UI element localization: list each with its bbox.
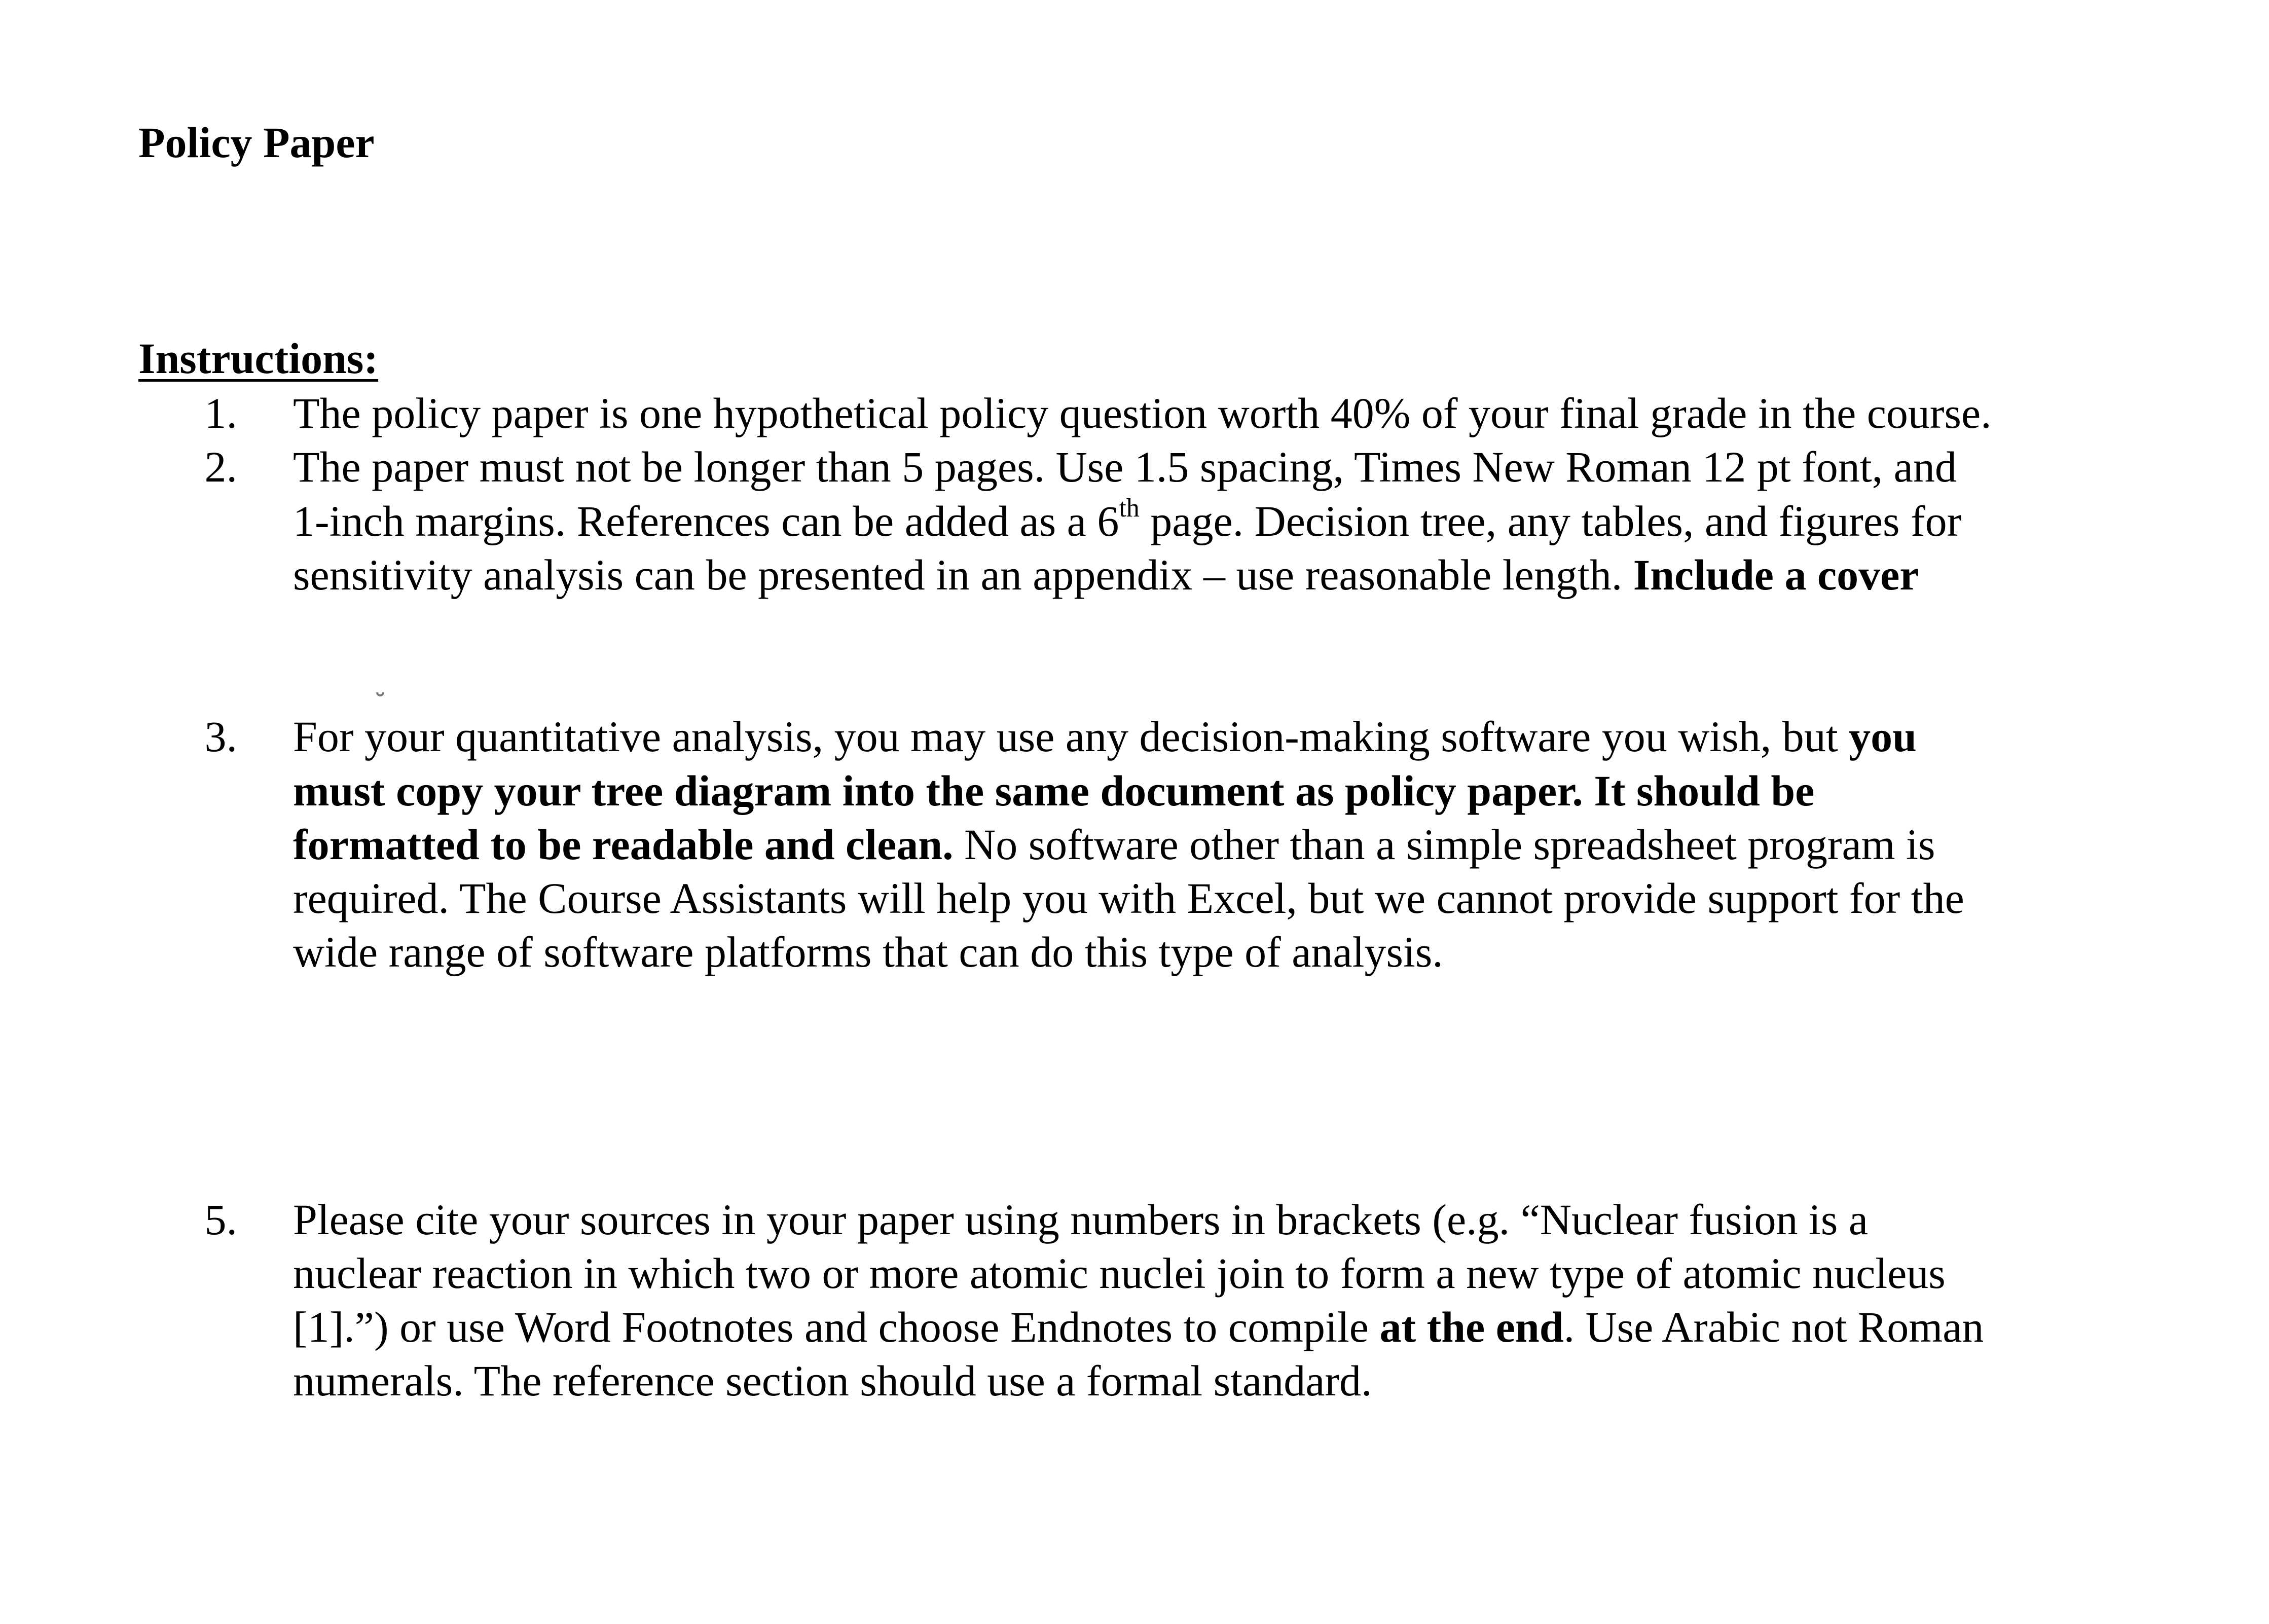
page-title: Policy Paper — [138, 118, 375, 167]
item-2-line-2 — [293, 494, 1962, 545]
list-item-number: 5. — [204, 1195, 237, 1244]
bold-text-segment: Include a cover — [1633, 550, 1919, 599]
text-segment: sensitivity analysis can be presented in an appendix – use reasonable length. — [293, 550, 1633, 599]
list-item-number: 2. — [204, 442, 237, 491]
text-segment: No software other than a simple spreadsheet program is — [953, 820, 1935, 869]
text-segment: nuclear reaction in which two or more atomic nuclei join to form a new type of atomic nucleus — [293, 1249, 1946, 1298]
list-item-number: 1. — [204, 389, 237, 437]
item-5-line-2 — [293, 1249, 1946, 1298]
text-segment: wide range of software platforms that can do this type of analysis. — [293, 928, 1443, 976]
superscript-text: th — [1119, 494, 1140, 523]
item-1-line-1 — [293, 391, 1992, 435]
bold-text-segment: formatted to be readable and clean. — [293, 820, 954, 869]
item-3-line-4 — [293, 876, 1964, 920]
text-segment: numerals. The reference section should use a formal standard. — [293, 1356, 1372, 1405]
instructions-heading: Instructions: — [138, 334, 379, 383]
text-segment: For your quantitative analysis, you may use any decision-making software you wish, but — [293, 712, 1849, 761]
clipped-text-fragment — [375, 692, 386, 702]
item-3-line-5 — [293, 930, 1443, 974]
text-segment: [1].”) or use Word Footnotes and choose Endnotes to compile — [293, 1303, 1380, 1351]
item-3-line-2 — [293, 766, 1815, 815]
item-3-line-1 — [293, 712, 1917, 761]
bold-text-segment: you — [1849, 712, 1917, 761]
bold-text-segment: at the end — [1379, 1303, 1564, 1351]
item-5-line-4 — [293, 1356, 1372, 1405]
text-segment: The paper must not be longer than 5 pages. Use 1.5 spacing, Times New Roman 12 pt font, and — [293, 442, 1957, 491]
list-item-number: 3. — [204, 712, 237, 761]
item-2-line-3 — [293, 550, 1919, 599]
text-segment: page. Decision tree, any tables, and figures for — [1139, 497, 1962, 545]
text-segment: The policy paper is one hypothetical policy question worth 40% of your final grade in the course. — [293, 389, 1992, 437]
bold-text-segment: must copy your tree diagram into the same document as policy paper. It should be — [293, 766, 1815, 815]
item-3-line-3 — [293, 820, 1935, 869]
item-2-line-1 — [293, 442, 1957, 491]
text-segment: . Use Arabic not Roman — [1563, 1303, 1984, 1351]
text-segment: required. The Course Assistants will help you with Excel, but we cannot provide support for the — [293, 874, 1964, 922]
text-segment: 1-inch margins. References can be added as a 6 — [293, 497, 1119, 545]
item-5-line-1 — [293, 1195, 1869, 1244]
text-segment: Please cite your sources in your paper using numbers in brackets (e.g. “Nuclear fusion is a — [293, 1195, 1869, 1244]
item-5-line-3 — [293, 1305, 1984, 1349]
